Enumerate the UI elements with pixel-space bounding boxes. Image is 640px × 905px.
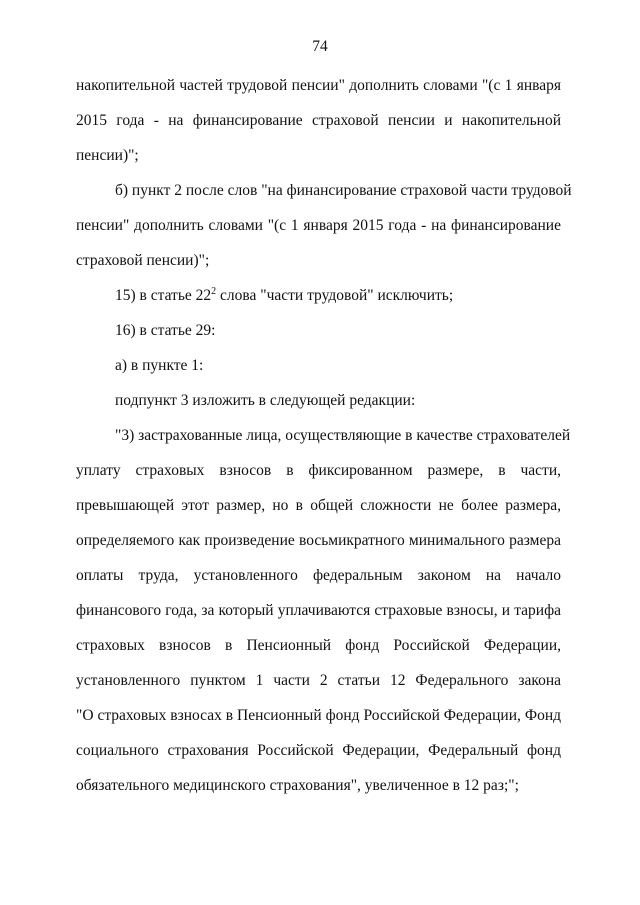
text-line-14: определяемого как произведение восьмикратного минимального размера [76, 532, 561, 549]
superscript: 2 [211, 285, 217, 297]
text-line-19: "О страховых взносах в Пенсионный фонд Российской Федерации, Фонд [76, 707, 561, 724]
text-line-1: накопительной частей трудовой пенсии" дополнить словами "(с 1 января [76, 77, 561, 94]
text-line-18: установленного пунктом 1 части 2 статьи 12 Федерального закона [76, 672, 561, 689]
text-line-12: уплату страховых взносов в фиксированном размере, в части, [76, 462, 561, 479]
text-line-2: 2015 года - на финансирование страховой пенсии и накопительной [76, 112, 561, 129]
text-line-15: оплаты труда, установленного федеральным законом на начало [76, 567, 561, 584]
text-line-8: 16) в статье 29: [115, 322, 216, 339]
text-line-21: обязательного медицинского страхования", увеличенное в 12 раз;"; [76, 777, 519, 794]
text-line-13: превышающей этот размер, но в общей сложности не более размера, [76, 497, 561, 514]
text-line-4: б) пункт 2 после слов "на финансирование страховой части трудовой [115, 182, 572, 199]
text-line-17: страховых взносов в Пенсионный фонд Российской Федерации, [76, 637, 561, 654]
page-number: 74 [312, 38, 328, 55]
text-line-16: финансового года, за который уплачиваются страховые взносы, и тарифа [76, 602, 561, 619]
text-line-7 [115, 286, 561, 306]
text-line-3: пенсии)"; [76, 147, 139, 164]
text-line-7-end: слова "части трудовой" исключить; [216, 287, 454, 304]
text-line-20: социального страхования Российской Федерации, Федеральный фонд [76, 742, 561, 759]
text-line-6: страховой пенсии)"; [76, 252, 210, 269]
text-line-9: а) в пункте 1: [115, 357, 204, 374]
text-line-5: пенсии" дополнить словами "(с 1 января 2015 года - на финансирование [76, 217, 561, 234]
text-line-11: "3) застрахованные лица, осуществляющие в качестве страхователей [115, 427, 571, 444]
text-line-10: подпункт 3 изложить в следующей редакции: [115, 392, 416, 409]
text-line-7-start: 15) в статье 22 [115, 287, 212, 304]
